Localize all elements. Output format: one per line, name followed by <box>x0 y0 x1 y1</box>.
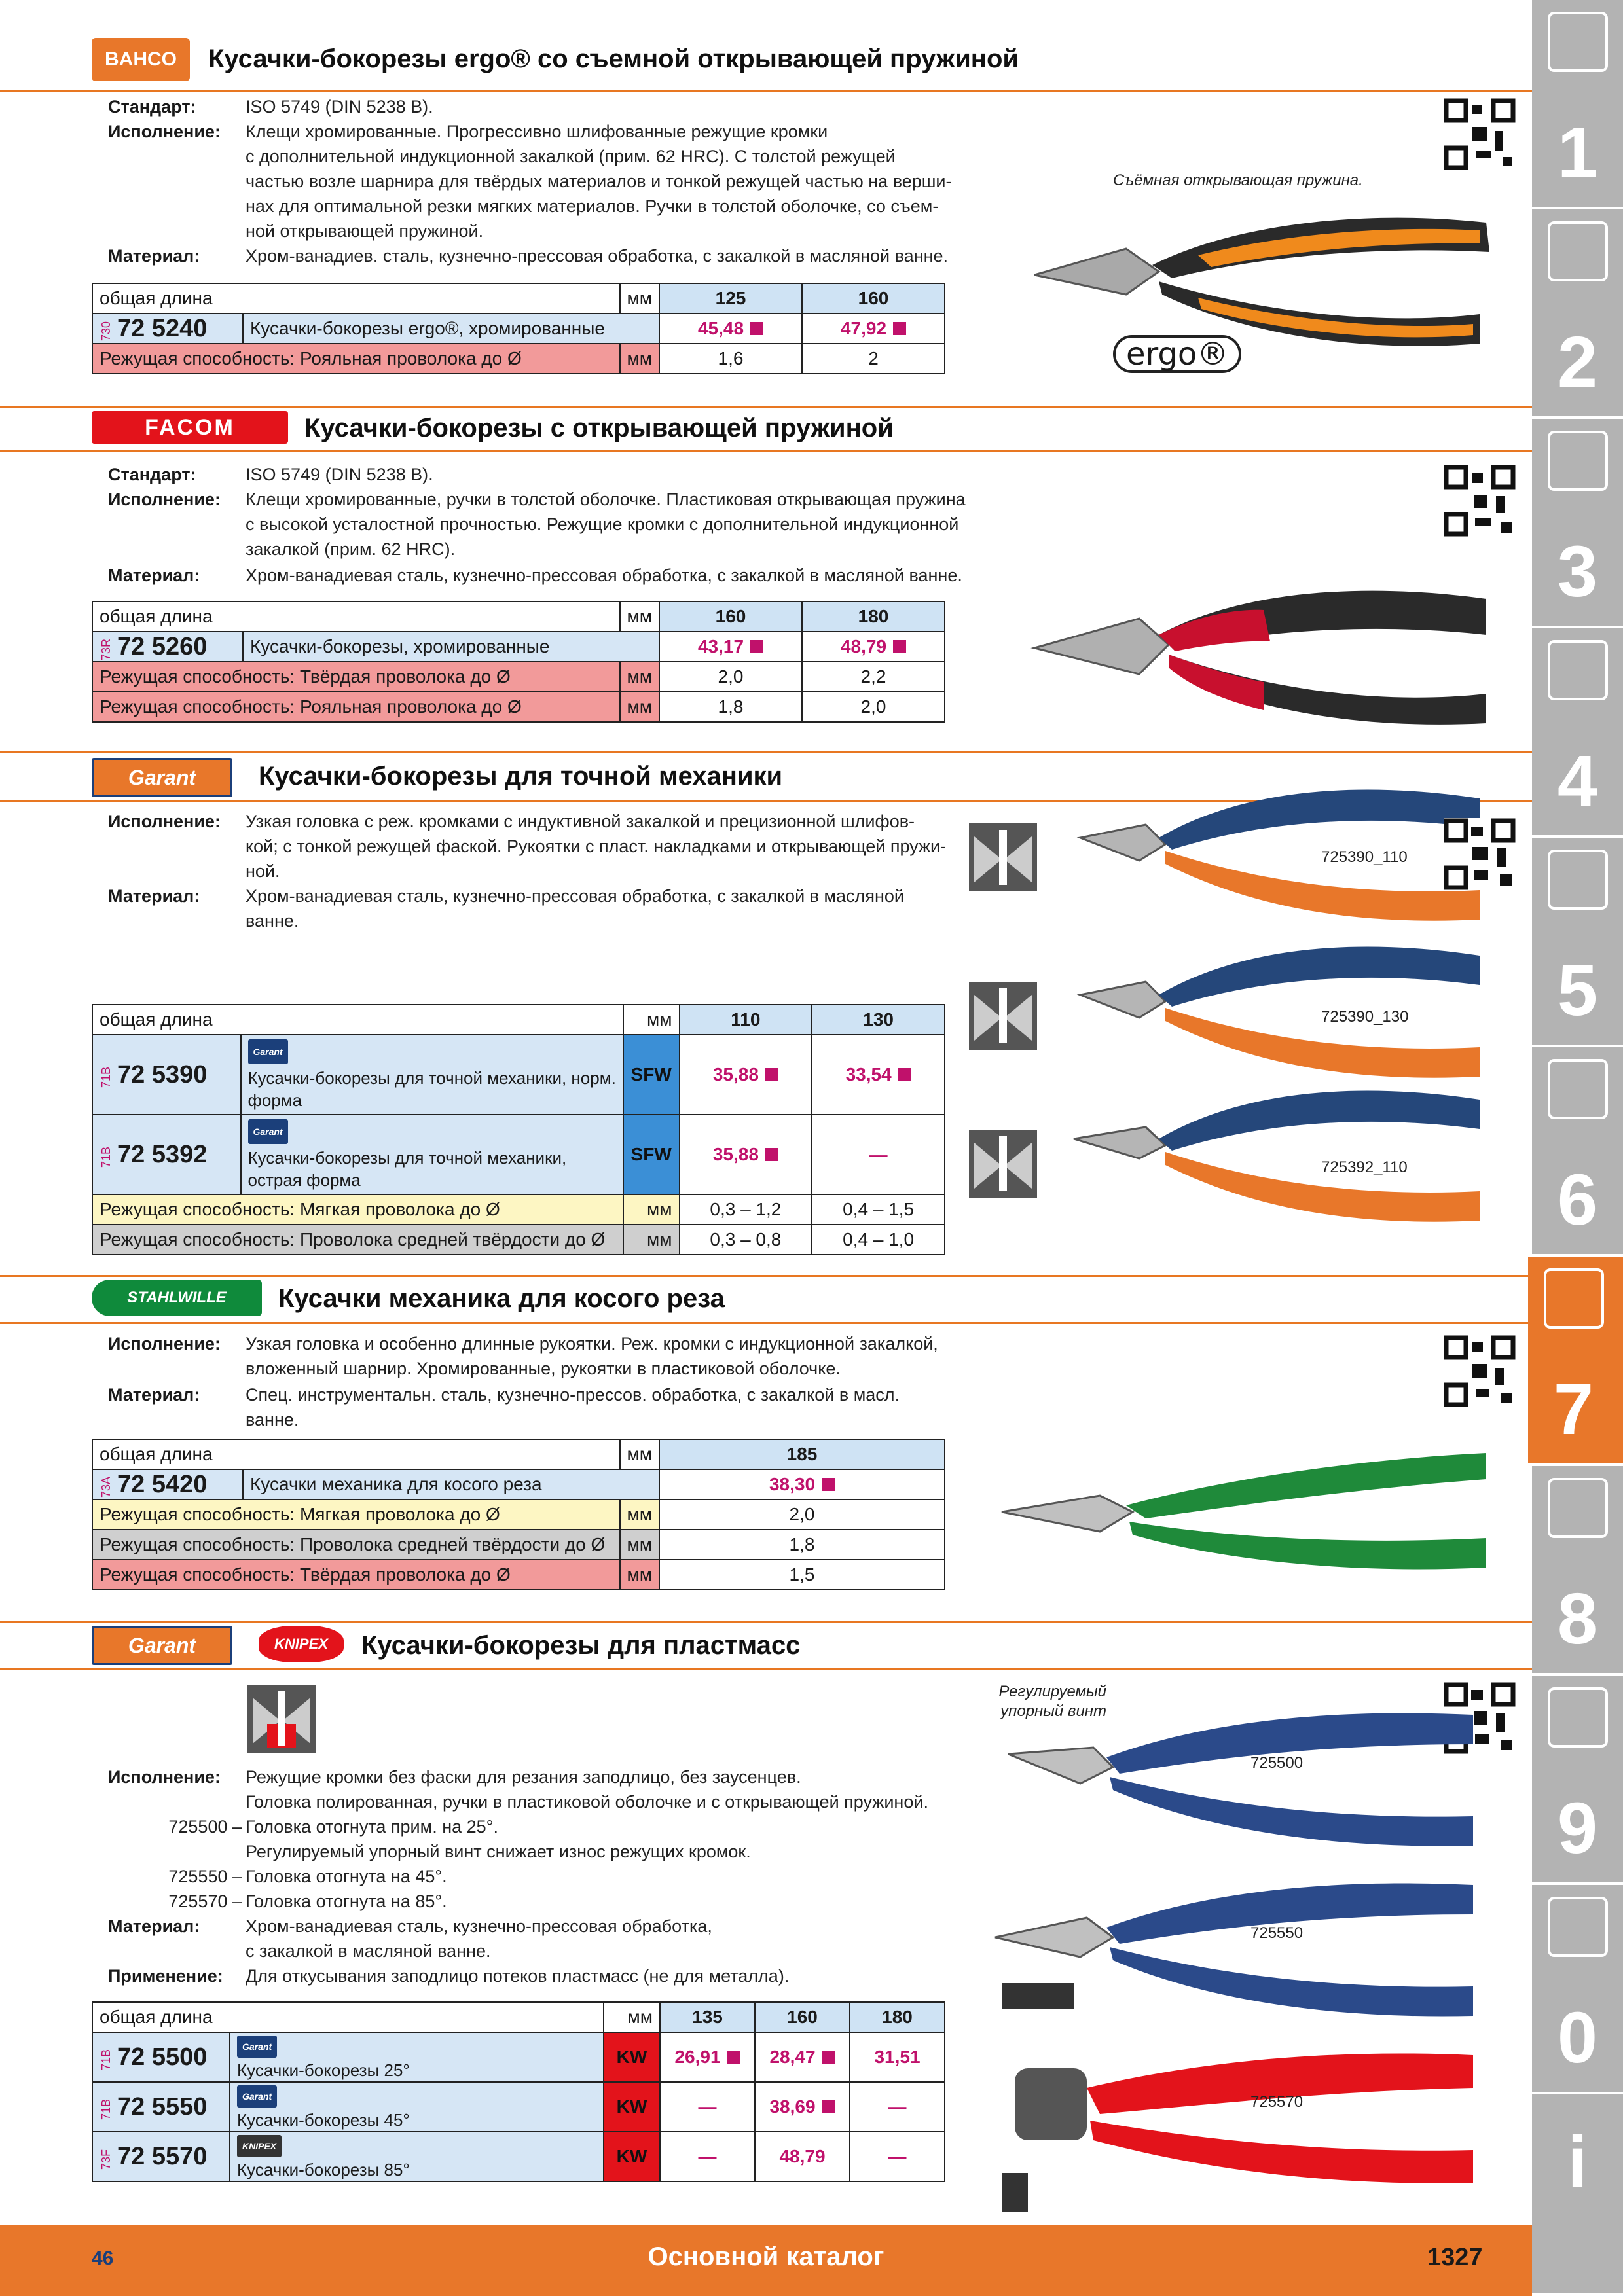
spec-text: Хром-ванадиев. сталь, кузнечно-прессовая обработка, с закалкой в масляной ванне. <box>246 246 949 266</box>
garant-logo: Garant <box>92 758 232 797</box>
footer-left-number: 46 <box>92 2248 114 2269</box>
qr-code-icon <box>1444 1335 1516 1407</box>
spec-label: Применение: <box>108 1966 223 1986</box>
spec-text: Узкая головка с реж. кромками с индуктивной закалкой и прецизионной шлифов- кой; с тонкой режущей фаской. Рукоятки с пласт. накладками и открывающей пружи- ной. <box>246 812 947 881</box>
spec-text: Головка отогнута прим. на 25°. <box>246 1817 498 1837</box>
bahco-logo: BAHCO <box>92 38 190 81</box>
price-table: общая длина мм 135 160 180 71B 72 5500 Garant Кусачки-бокорезы 25° KW 26,91 28,47 31,51 71B 72 5550 Garant Кусачки-бокорезы 45° KW — 38,69 — 73F 72 5570 KNIPEX Кусачки-бокорезы 85° KW — 48,79 — <box>92 2001 945 2182</box>
tab-7[interactable]: 7 <box>1528 1257 1623 1466</box>
stahlwille-pliers-image <box>989 1433 1499 1584</box>
cutting-edge-icon <box>969 982 1037 1050</box>
spec-label: Материал: <box>108 886 200 906</box>
section-title: Кусачки-бокорезы для точной механики <box>259 762 783 791</box>
spec-label: Исполнение: <box>108 490 221 509</box>
footer-title: Основной каталог <box>647 2242 884 2271</box>
qr-code-icon <box>1444 98 1516 170</box>
spec-text: Для откусывания заподлицо потеков пластмасс (не для металла). <box>246 1966 790 1986</box>
spec-sub-label: 725570 – <box>168 1892 242 1911</box>
spec-label: Исполнение: <box>108 812 221 831</box>
tab-8[interactable]: 8 <box>1532 1466 1623 1676</box>
image-label: 725550 <box>1250 1924 1304 1942</box>
tab-0[interactable]: 0 <box>1532 1885 1623 2094</box>
ergo-logo: ergo® <box>1113 335 1241 373</box>
spec-label: Исполнение: <box>108 122 221 141</box>
garant-pliers-image <box>1067 772 1486 1230</box>
facom-pliers-image <box>1028 563 1499 726</box>
price-table: общая длина мм 185 73A 72 5420 Кусачки механика для косого реза 38,30 Режущая способность: Мягкая проволока до Ø мм 2,0 Режущая способность: Проволока средней твёрдости до Ø мм 1,8 Режущая способность: Твёрдая проволока до Ø мм 1,5 <box>92 1439 945 1590</box>
spec-sub-label: 725500 – <box>168 1817 242 1837</box>
spec-label: Стандарт: <box>108 465 196 484</box>
spec-label: Материал: <box>108 1385 200 1405</box>
bahco-pliers-image <box>1028 196 1499 347</box>
cutting-edge-icon <box>969 823 1037 891</box>
spec-label: Стандарт: <box>108 97 196 117</box>
spec-text: Клещи хромированные, ручки в толстой оболочке. Пластиковая открывающая пружина с высокой усталостной прочностью. Режущие кромки с дополнительной индукционной закалкой (прим. 62 HRC). <box>246 490 966 559</box>
section-title: Кусачки-бокорезы ergo® со съемной открывающей пружиной <box>208 45 1019 73</box>
section-title: Кусачки-бокорезы с открывающей пружиной <box>304 414 894 442</box>
spec-text: Головка отогнута на 85°. <box>246 1892 447 1911</box>
spec-label: Материал: <box>108 565 200 585</box>
plastic-cutters-image <box>989 1676 1499 2212</box>
spec-label: Исполнение: <box>108 1767 221 1787</box>
cutting-edge-icon <box>247 1685 316 1753</box>
knipex-logo: KNIPEX <box>259 1626 344 1662</box>
price-table: общая длина мм 110 130 71B 72 5390 Garant Кусачки-бокорезы для точной механики, норм. форма SFW 35,88 33,54 71B 72 5392 Garant Кусачки-бокорезы для точной механики, острая форма SFW 35,88 — Режущая способность: Мягкая проволока до Ø мм 0,3 – 1,2 0,4 – 1,5 Режущая способность: Проволока средней твёрдости до Ø мм 0,3 – 0,8 0,4 – 1,0 <box>92 1004 945 1255</box>
qr-code-icon <box>1444 465 1516 537</box>
spec-text: Хром-ванадиевая сталь, кузнечно-прессовая обработка, с закалкой в масляной ванне. <box>246 1916 712 1961</box>
image-caption: Регулируемый упорный винт <box>998 1683 1106 1720</box>
image-label: 725392_110 <box>1321 1158 1408 1176</box>
garant-logo: Garant <box>92 1626 232 1665</box>
spec-text: ISO 5749 (DIN 5238 B). <box>246 97 433 117</box>
spec-text: Спец. инструментальн. сталь, кузнечно-прессов. обработка, с закалкой в масл. ванне. <box>246 1385 900 1429</box>
spec-label: Материал: <box>108 246 200 266</box>
page-number: 1327 <box>1427 2244 1483 2271</box>
spec-text: Узкая головка и особенно длинные рукоятки. Реж. кромки с индукционной закалкой, вложенный шарнир. Хромированные, рукоятки в пластиковой оболочке. <box>246 1334 938 1378</box>
section-title: Кусачки механика для косого реза <box>278 1284 725 1313</box>
tab-9[interactable]: 9 <box>1532 1676 1623 1885</box>
price-table: общая длина мм 125 160 730 72 5240 Кусачки-бокорезы ergo®, хромированные 45,48 47,92 Режущая способность: Рояльная проволока до Ø мм 1,6 2 <box>92 283 945 374</box>
image-label: 725570 <box>1250 2093 1304 2111</box>
stahlwille-logo: STAHLWILLE <box>92 1280 262 1316</box>
qr-code-icon <box>1444 818 1516 890</box>
spec-text: Режущие кромки без фаски для резания заподлицо, без заусенцев. Головка полированная, ручки в пластиковой оболочке и с открывающей пружиной. <box>246 1767 928 1812</box>
spec-text: Хром-ванадиевая сталь, кузнечно-прессовая обработка, с закалкой в масляной ванне. <box>246 886 904 931</box>
spec-text: ISO 5749 (DIN 5238 B). <box>246 465 433 484</box>
image-caption: Съёмная открывающая пружина. <box>1113 171 1363 189</box>
image-label: 725500 <box>1250 1754 1304 1772</box>
image-label: 725390_130 <box>1321 1008 1409 1026</box>
tab-6[interactable]: 6 <box>1532 1047 1623 1257</box>
spec-sub-label: 725550 – <box>168 1867 242 1886</box>
tab-info[interactable]: i <box>1532 2094 1623 2296</box>
tab-2[interactable]: 2 <box>1532 209 1623 419</box>
tab-4[interactable]: 4 <box>1532 628 1623 838</box>
tab-1[interactable]: 1 <box>1532 0 1623 209</box>
spec-text: Клещи хромированные. Прогрессивно шлифованные режущие кромки с дополнительной индукционной закалкой (прим. 62 HRC). С толстой режущей частью возле шарнира для твёрдых материалов и тонкой режущей частью на верши- нах для оптимальной резки мягких материалов. Ручки в толстой оболочке, со съем- ной открывающей пружиной. <box>246 122 952 241</box>
facom-logo: FACOM <box>92 411 288 444</box>
spec-text: Головка отогнута на 45°. <box>246 1867 447 1886</box>
cutting-edge-icon <box>969 1130 1037 1198</box>
footer <box>0 2225 1532 2296</box>
price-table: общая длина мм 160 180 73R 72 5260 Кусачки-бокорезы, хромированные 43,17 48,79 Режущая способность: Твёрдая проволока до Ø мм 2,0 2,2 Режущая способность: Рояльная проволока до Ø мм 1,8 2,0 <box>92 601 945 723</box>
tab-5[interactable]: 5 <box>1532 838 1623 1047</box>
section-title: Кусачки-бокорезы для пластмасс <box>361 1631 801 1660</box>
spec-label: Материал: <box>108 1916 200 1936</box>
image-label: 725390_110 <box>1321 848 1408 866</box>
spec-text: Регулируемый упорный винт снижает износ режущих кромок. <box>246 1842 751 1861</box>
tab-3[interactable]: 3 <box>1532 419 1623 628</box>
spec-label: Исполнение: <box>108 1334 221 1354</box>
spec-text: Хром-ванадиевая сталь, кузнечно-прессовая обработка, с закалкой в масляной ванне. <box>246 565 962 585</box>
